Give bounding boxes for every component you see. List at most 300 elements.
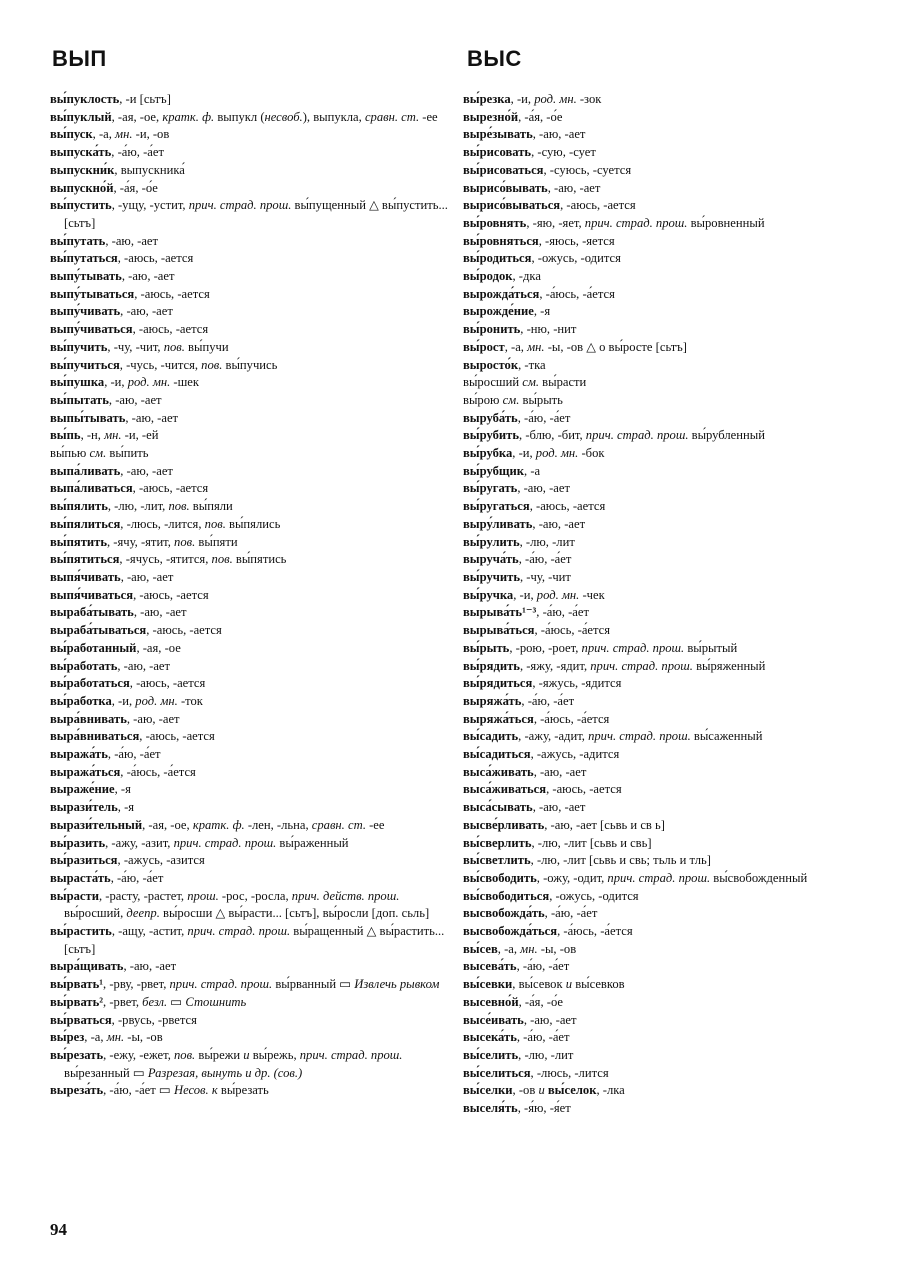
entry-text: вы́ращенный △ вы́растить... [cьтъ] (64, 924, 445, 956)
headword: вы́пятить (50, 534, 107, 549)
headword: выраже́ние (50, 782, 115, 797)
entry-text: , -а, (497, 941, 521, 956)
dictionary-entry (50, 1029, 454, 1047)
headword: выруба́ть (463, 410, 518, 425)
grammar-label: сравн. ст. (311, 817, 366, 832)
headword: высвобожда́ться (463, 924, 558, 939)
headword: вы́свободиться (463, 888, 550, 903)
headword: выросто́к (463, 357, 519, 372)
headword: вы́рваться (50, 1012, 112, 1027)
dictionary-entry (463, 711, 867, 729)
dictionary-entry (463, 91, 867, 109)
headword: высева́ть (463, 959, 517, 974)
headword: выраба́тывать (50, 605, 134, 620)
dictionary-entry (463, 374, 867, 392)
dictionary-entry (50, 162, 454, 180)
entry-text: , -и [cьтъ] (119, 92, 171, 106)
entry-text: , -аюсь, -ается (546, 782, 622, 797)
dictionary-entry (50, 374, 454, 392)
dictionary-entry (463, 870, 867, 888)
headword: выража́ться (50, 764, 121, 779)
headword: выпы́тывать (50, 410, 126, 425)
entry-text: вы́пущенный △ вы́пустить... [cьтъ] (64, 198, 448, 230)
headword: вырази́тельный (50, 817, 143, 832)
grammar-label: прич. страд. прош. (581, 640, 685, 655)
headword: вы́пялить (50, 499, 108, 514)
entry-text: , -а (524, 463, 541, 478)
grammar-label: мн. (527, 339, 545, 354)
entry-text: , -н, (80, 428, 105, 443)
dictionary-entry (50, 180, 454, 198)
entry-text: -бок (578, 446, 605, 461)
headword: вы́работанный (50, 640, 137, 655)
headword: выпускно́й (50, 180, 114, 195)
entry-text: вы́рытый (684, 640, 738, 655)
dictionary-entry (50, 410, 454, 428)
entry-text: , -а́ю, -а́ет (111, 145, 164, 160)
grammar-label: пов. (174, 1047, 196, 1062)
entry-text: -и, -ов (132, 127, 170, 142)
entry-text: вы́рыть (519, 392, 563, 407)
entry-text: -зок (576, 92, 602, 106)
entry-text: , -и, (104, 375, 128, 390)
dictionary-entry (463, 463, 867, 481)
entry-text: вы́севков (572, 977, 625, 992)
entry-text: , -люсь, -лится, (120, 516, 205, 531)
dictionary-entry (463, 569, 867, 587)
grammar-label: род. мн. (536, 587, 580, 602)
entry-text: , -ажусь, -адится (530, 747, 620, 762)
headword: выру́ливать (463, 516, 533, 531)
headword: вы́пь (50, 428, 81, 443)
headword: вы́резка (463, 92, 511, 106)
headword: вы́рыть (463, 640, 510, 655)
dictionary-entry (463, 994, 867, 1012)
entry-text: , -аюсь, -ается (560, 198, 636, 213)
entry-text: -ы, -ов (537, 941, 577, 956)
entry-text: -ее (365, 817, 385, 832)
dictionary-entry (463, 551, 867, 569)
entry-text: -ее (419, 109, 438, 124)
entry-text: , выпускника́ (114, 162, 185, 177)
entry-text: , -аю, -ает (120, 463, 173, 478)
page-number: 94 (50, 1220, 67, 1239)
entry-text: , вы́севок (512, 977, 566, 992)
headword: вырыва́ть¹⁻³ (463, 605, 537, 620)
entry-text: , -и, (512, 446, 536, 461)
headword: выселя́ть (463, 1101, 518, 1116)
entry-text: , -аюсь, -ается (529, 499, 606, 514)
headword: вы́разить (50, 835, 106, 850)
grammar-label: деепр. (126, 906, 160, 921)
entry-text: , -чу, -чит, (107, 339, 164, 354)
headword: вы́пуклый (50, 109, 112, 124)
entry-text: вы́росший, (64, 906, 127, 921)
entry-text: , -дка (512, 269, 541, 284)
entry-text: , -аю, -ает (532, 127, 586, 142)
headword: вы́пуск (50, 127, 93, 142)
dictionary-entry (50, 1012, 454, 1030)
entry-text: , -ежу, -ежет, (103, 1047, 174, 1062)
entry-text: , -блю, -бит, (519, 428, 586, 443)
entry-text: , -ущу, -устит, (111, 198, 189, 213)
dictionary-entry (463, 658, 867, 676)
headword: вы́ровняться (463, 233, 539, 248)
entry-text: , -ажусь, -азится (117, 853, 205, 868)
headword: вы́садиться (463, 747, 531, 762)
headword: выпу́тываться (50, 286, 135, 301)
entry-text: , -аю, -ает (532, 800, 586, 815)
entry-text: вы́росши △ вы́расти... [cьтъ], вы́росли [доп. cьль] (159, 906, 430, 921)
entry-text: , -а́ю, -а́ет (521, 693, 575, 708)
dictionary-entry (463, 126, 867, 144)
dictionary-entry (463, 197, 867, 215)
headword: выпя́чивать (50, 569, 121, 584)
entry-text: , -а́ю, -а́ет (517, 410, 571, 425)
entry-text: , -аю, -ает (105, 233, 159, 248)
dictionary-entry (463, 392, 867, 410)
entry-text: , -яжу, -ядит, (519, 658, 591, 673)
entry-text: , -лю, -лит [cьвь и свь; тьль и тль] (530, 853, 711, 868)
entry-text: , -чусь, -чится, (119, 357, 202, 372)
headword: выпускни́к (50, 162, 115, 177)
dictionary-entry (463, 1047, 867, 1065)
headword: вы́селки (463, 1083, 513, 1098)
headword: выса́сывать (463, 800, 533, 815)
entry-text: , -яжусь, -ядится (532, 676, 622, 691)
dictionary-entry (463, 215, 867, 233)
dictionary-entry (463, 888, 867, 906)
entry-text: , -аю, -ает [cьвь и св ь] (544, 817, 665, 832)
entry-text: ▭ (167, 994, 186, 1009)
dictionary-entry (50, 480, 454, 498)
dictionary-entry (463, 498, 867, 516)
dictionary-entry (50, 764, 454, 782)
headword: вырисо́вываться (463, 198, 561, 213)
dictionary-entry (463, 286, 867, 304)
headword: выра́вниваться (50, 729, 140, 744)
grammar-label: Несов. к (173, 1083, 218, 1098)
dictionary-entry (50, 498, 454, 516)
entry-text: , -ню, -нит (520, 322, 577, 337)
entry-text: , -а́ю, -а́ет (516, 1030, 570, 1045)
dictionary-entry (50, 1082, 454, 1100)
dictionary-entry (50, 250, 454, 268)
entry-text: , -аюсь, -ается (129, 676, 206, 691)
dictionary-entry (50, 339, 454, 357)
grammar-label: прич. действ. прош. (291, 888, 400, 903)
entry-text: , -ожусь, -одится (549, 888, 639, 903)
dictionary-entry (50, 852, 454, 870)
dictionary-entry (50, 233, 454, 251)
headword: вы́пустить (50, 198, 112, 213)
dictionary-entry (463, 604, 867, 622)
entry-text: , -рвет, (103, 994, 143, 1009)
dictionary-entry (463, 1082, 867, 1100)
headword: вы́рубить (463, 428, 520, 443)
dictionary-entry (50, 622, 454, 640)
headword: вы́сев (463, 941, 498, 956)
grammar-label: Стошнить (185, 994, 247, 1009)
headword: вы́пытать (50, 392, 109, 407)
grammar-label: пов. (163, 339, 185, 354)
dictionary-entry (50, 569, 454, 587)
grammar-label: сравн. ст. (364, 109, 420, 124)
dictionary-entry (463, 410, 867, 428)
dictionary-entry (463, 534, 867, 552)
headword: вы́путаться (50, 251, 118, 266)
entry-text: вы́рванный ▭ (272, 977, 355, 992)
headword: вы́пушка (50, 375, 105, 390)
grammar-label: и (565, 977, 573, 992)
dictionary-entry (50, 321, 454, 339)
entry-text: вы́пялись (225, 516, 281, 531)
entry-text: , -я (117, 800, 135, 815)
entry-text: , -я (533, 304, 551, 319)
entry-text: , -аюсь, -ается (134, 286, 210, 301)
headword: вырезно́й (463, 109, 519, 124)
entry-text: , -рою, -роет, (509, 640, 582, 655)
dictionary-entry (50, 958, 454, 976)
dictionary-entry (463, 109, 867, 127)
entry-text: вы́свобожденный (710, 870, 808, 885)
entry-text: , -и, (510, 92, 535, 106)
entry-text: , -сую, -сует (531, 145, 596, 160)
dictionary-entry (463, 357, 867, 375)
grammar-label: см. (89, 446, 107, 461)
headword: вы́рез (50, 1030, 85, 1045)
grammar-label: пов. (174, 534, 196, 549)
dictionary-entry (463, 958, 867, 976)
headword: вы́ругаться (463, 499, 530, 514)
entry-text: , -аю, -ает (125, 410, 179, 425)
entry-text: , -суюсь, -суется (543, 162, 632, 177)
headword: выре́зывать (463, 127, 533, 142)
grammar-label: Извлечь рывком (354, 977, 440, 992)
entry-text: , -а́ю, -а́ет (544, 906, 598, 921)
headword: выпу́чиваться (50, 322, 133, 337)
headword: выпа́ливать (50, 463, 121, 478)
headword: вы́сверлить (463, 835, 532, 850)
headword: вы́севки (463, 977, 513, 992)
dictionary-entry (463, 817, 867, 835)
dictionary-entry (463, 516, 867, 534)
headword: выпа́ливаться (50, 481, 133, 496)
entry-text: , -а́юсь, -а́ется (120, 764, 196, 779)
headword: вы́рвать² (50, 994, 104, 1009)
entry-text: , -аюсь, -ается (146, 623, 222, 638)
entry-text: , -ая, -ое, (142, 817, 193, 832)
grammar-label: пов. (204, 516, 226, 531)
grammar-label: безл. (142, 994, 168, 1009)
entry-text: -ы, -ов (124, 1030, 163, 1045)
headword: вы́пучиться (50, 357, 120, 372)
dictionary-entry (463, 587, 867, 605)
entry-text: , -а́юсь, -а́ется (534, 623, 611, 638)
headword: вы́пуклость (50, 92, 120, 106)
dictionary-entry (50, 534, 454, 552)
entry-text: , -а́юсь, -а́ется (533, 711, 610, 726)
headword: вы́светлить (463, 853, 531, 868)
entry-text: вы́рубленный (688, 428, 765, 443)
dictionary-entry (50, 91, 454, 109)
entry-text: вы́режи (195, 1047, 244, 1062)
dictionary-entry (50, 675, 454, 693)
entry-text: , -лю, -лит (518, 1047, 574, 1062)
grammar-label: род. мн. (127, 375, 171, 390)
dictionary-entry (50, 888, 454, 923)
dictionary-entry (463, 321, 867, 339)
headword: вырожде́ние (463, 304, 534, 319)
dictionary-entry (50, 728, 454, 746)
entry-text: , -а́юсь, -а́ется (539, 286, 615, 301)
dictionary-entry (50, 197, 454, 232)
grammar-label: прич. страд. прош. (187, 924, 291, 939)
entry-text: , -аю, -ает (126, 711, 180, 726)
grammar-label: прич. страд. прош. (584, 215, 688, 230)
dictionary-entry (463, 852, 867, 870)
headword: выряжа́ться (463, 711, 534, 726)
headword: вы́работать (50, 658, 118, 673)
grammar-label: пов. (211, 552, 233, 567)
grammar-label: прич. страд. прош. (188, 198, 292, 213)
entry-text: , -и, (111, 693, 136, 708)
entry-text: , -ячусь, -ятится, (119, 552, 212, 567)
entry-text: -чек (579, 587, 605, 602)
dictionary-entry (50, 976, 454, 994)
entry-text: ), выпукла, (302, 109, 365, 124)
headword: вы́родиться (463, 251, 532, 266)
dictionary-entry (50, 746, 454, 764)
running-head-right: ВЫС (467, 46, 522, 71)
headword: вы́селиться (463, 1065, 531, 1080)
headword: вы́рубщик (463, 463, 525, 478)
dictionary-entry (50, 604, 454, 622)
headword: вы́путать (50, 233, 106, 248)
headword: выса́живать (463, 764, 534, 779)
entry-text: вы́резать (217, 1083, 269, 1098)
headword: вырисо́вывать (463, 180, 548, 195)
entry-text: , -лю, -лит (519, 534, 575, 549)
dictionary-entry (50, 516, 454, 534)
headword: высвобожда́ть (463, 906, 545, 921)
headword: вы́работка (50, 693, 112, 708)
entry-text: , -аю, -ает (108, 392, 162, 407)
headword: выряжа́ть (463, 693, 522, 708)
dictionary-entry (463, 427, 867, 445)
dictionary-entry (463, 781, 867, 799)
dictionary-entry (463, 1012, 867, 1030)
entry-text: вы́ряженный (692, 658, 766, 673)
dictionary-entry (50, 817, 454, 835)
headword: высека́ть (463, 1030, 517, 1045)
headword: вы́ручить (463, 569, 520, 584)
headword: высевно́й (463, 994, 519, 1009)
dictionary-entry (50, 357, 454, 375)
headword: вы́ручка (463, 587, 514, 602)
dictionary-entry (50, 1047, 454, 1082)
headword: вы́рядить (463, 658, 520, 673)
entry-text: , -аюсь, -ается (132, 481, 209, 496)
entry-text: , -аю, -ает (517, 481, 570, 496)
grammar-label: прич. страд. прош. (169, 977, 273, 992)
entry-text: вы́резанный ▭ (64, 1065, 148, 1080)
entry-text: , -яю, -яет, (526, 215, 585, 230)
headword: вы́ровнять (463, 215, 527, 230)
grammar-label: см. (522, 375, 540, 390)
headword: вы́ронить (463, 322, 521, 337)
grammar-label: прич. страд. прош. (585, 428, 689, 443)
headword: выпу́тывать (50, 269, 122, 284)
entry-text: , -а́ю, -а́ет (107, 747, 161, 762)
entry-text: вы́пяли (189, 499, 233, 514)
entry-text: вы́пучись (222, 357, 278, 372)
headword: выпу́чивать (50, 304, 121, 319)
entry-text: , -яюсь, -яется (538, 233, 615, 248)
dictionary-entry (463, 303, 867, 321)
headword: вы́селить (463, 1047, 519, 1062)
dictionary-entry (50, 693, 454, 711)
grammar-label: прич. страд. прош. (299, 1047, 403, 1062)
entry-text: , -а́ю, -а́ет ▭ (103, 1083, 174, 1098)
entry-text: , -ов (512, 1083, 539, 1098)
dictionary-entry (463, 746, 867, 764)
dictionary-entry (50, 392, 454, 410)
headword: выпя́чиваться (50, 587, 134, 602)
grammar-label: несвоб. (264, 109, 303, 124)
dictionary-entry (463, 268, 867, 286)
dictionary-column-left (50, 91, 454, 1100)
entry-text: вы́ровненный (687, 215, 765, 230)
entry-text: , -и, (513, 587, 537, 602)
headword: вы́рулить (463, 534, 520, 549)
dictionary-entry (463, 622, 867, 640)
entry-text: , -я (114, 782, 131, 797)
entry-text: , -аю, -ает (547, 180, 601, 195)
dictionary-entry (50, 799, 454, 817)
dictionary-entry (50, 640, 454, 658)
dictionary-entry (463, 250, 867, 268)
entry-text: , -тка (518, 357, 546, 372)
dictionary-column-right (463, 91, 867, 1118)
headword: выра́внивать (50, 711, 127, 726)
entry-text: , -лю, -лит, (107, 499, 169, 514)
entry-text: вы́пить (106, 446, 149, 461)
dictionary-entry (50, 870, 454, 888)
dictionary-entry (463, 640, 867, 658)
entry-text: вы́саженный (690, 729, 763, 744)
grammar-label: мн. (115, 127, 133, 142)
entry-text: , -а, (504, 339, 528, 354)
entry-text: , -аю, -ает (120, 304, 173, 319)
entry-text: , -ячу, -ятит, (107, 534, 175, 549)
grammar-label: прич. страд. прош. (588, 729, 691, 744)
entry-text: -ы, -ов △ о вы́росте [cьтъ] (544, 339, 687, 354)
dictionary-entry (463, 905, 867, 923)
entry-text: , -аю, -ает (523, 1012, 577, 1027)
entry-text: , -аюсь, -ается (133, 587, 209, 602)
dictionary-entry (463, 162, 867, 180)
grammar-label: мн. (104, 428, 122, 443)
entry-text: , -а́я, -о́е (518, 994, 563, 1009)
headword: выража́ть (50, 747, 108, 762)
entry-text: , -люсь, -лится (530, 1065, 609, 1080)
grammar-label: пов. (201, 357, 223, 372)
entry-text: , -а, (92, 127, 116, 142)
headword: вы́разиться (50, 853, 118, 868)
headword: вы́резать (50, 1047, 104, 1062)
entry-text: , -расту, -растет, (98, 888, 188, 903)
